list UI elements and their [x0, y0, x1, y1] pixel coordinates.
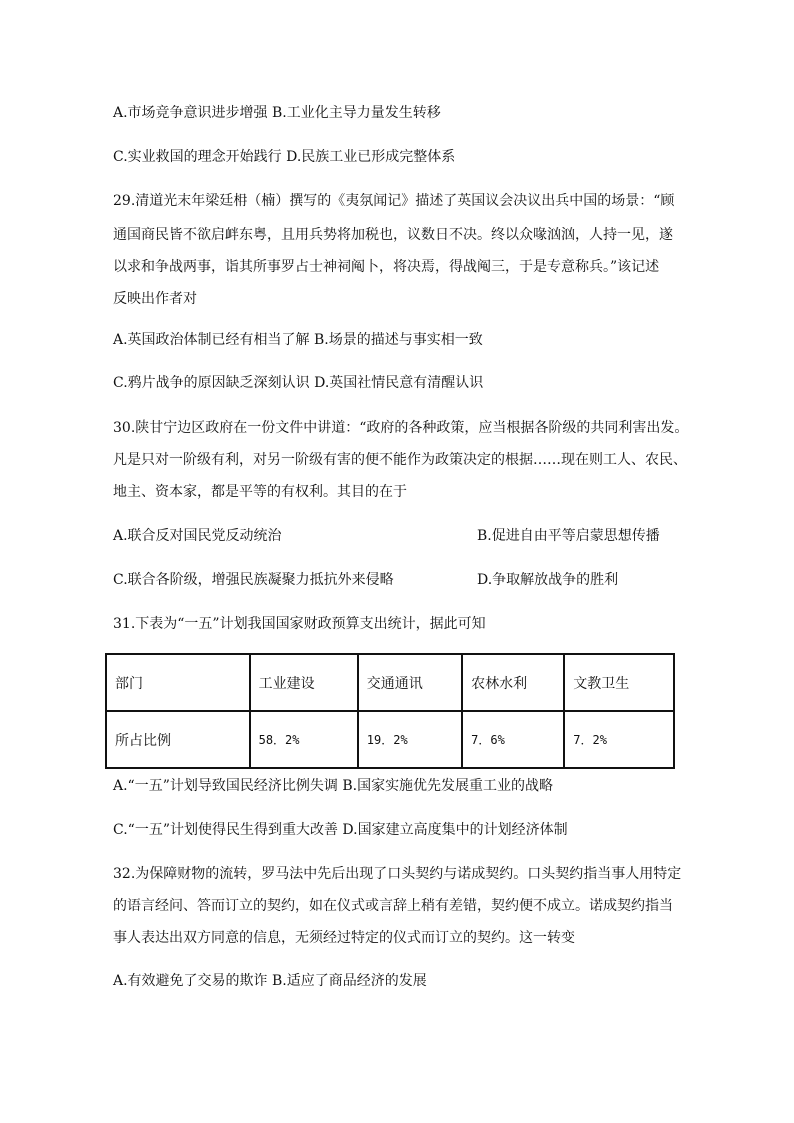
- table-cell: 农林水利: [462, 654, 564, 711]
- table-cell: 交通通讯: [358, 654, 462, 711]
- q30-option-a: A.联合反对国民党反动统治: [113, 528, 282, 544]
- q29-options-cd: C.鸦片战争的原因缺乏深刻认识 D.英国社情民意有清醒认识: [113, 375, 484, 391]
- table-cell: 文教卫生: [564, 654, 674, 711]
- q30-stem-line-1: 30.陕甘宁边区政府在一份文件中讲道：“政府的各种政策，应当根据各阶级的共同利害出发。: [113, 420, 689, 436]
- table-cell: 所占比例: [106, 711, 250, 768]
- q30-option-d: D.争取解放战争的胜利: [477, 572, 619, 588]
- q32-stem-line-1: 32.为保障财物的流转，罗马法中先后出现了口头契约与诺成契约。口头契约指当事人用特定: [113, 866, 682, 882]
- q29-stem-line-3: 以求和争战两事，诣其所事罗占士神祠阄卜，将决焉，得战阄三，于是专意称兵。”该记述: [113, 259, 660, 275]
- table-cell: 58．2%: [250, 711, 358, 768]
- table-cell: 7．2%: [564, 711, 674, 768]
- table-cell: 部门: [106, 654, 250, 711]
- q31-options-ab: A.“一五”计划导致国民经济比例失调 B.国家实施优先发展重工业的战略: [113, 778, 554, 794]
- q30-option-b: B.促进自由平等启蒙思想传播: [477, 528, 660, 544]
- q30-stem-line-2: 凡是只对一阶级有利，对另一阶级有害的便不能作为政策决定的根据……现在则工人、农民、: [113, 452, 687, 468]
- budget-table: [105, 653, 675, 769]
- table-cell: 工业建设: [250, 654, 358, 711]
- table-cell: 19．2%: [358, 711, 462, 768]
- q29-stem-line-4: 反映出作者对: [113, 291, 197, 307]
- q31-stem: 31.下表为“一五”计划我国国家财政预算支出统计，据此可知: [113, 616, 486, 632]
- table-cell: 7．6%: [462, 711, 564, 768]
- q28-options-cd: C.实业救国的理念开始践行 D.民族工业已形成完整体系: [113, 149, 456, 165]
- q32-stem-line-2: 的语言经问、答而订立的契约，如在仪式或言辞上稍有差错，契约便不成立。诺成契约指当: [113, 898, 673, 914]
- q32-stem-line-3: 事人表达出双方同意的信息，无须经过特定的仪式而订立的契约。这一转变: [113, 930, 575, 946]
- table-header-row: [106, 654, 674, 711]
- q30-option-c: C.联合各阶级，增强民族凝聚力抵抗外来侵略: [113, 572, 394, 588]
- q30-stem-line-3: 地主、资本家，都是平等的有权利。其目的在于: [113, 484, 407, 500]
- q28-options-ab: A.市场竞争意识进步增强 B.工业化主导力量发生转移: [113, 105, 441, 121]
- table-row: [106, 711, 674, 768]
- q31-options-cd: C.“一五”计划使得民生得到重大改善 D.国家建立高度集中的计划经济体制: [113, 822, 568, 838]
- q29-stem-line-1: 29.清道光末年梁廷枏（楠）撰写的《夷氛闻记》描述了英国议会决议出兵中国的场景：“顾: [113, 193, 675, 209]
- q32-options-ab: A.有效避免了交易的欺诈 B.适应了商品经济的发展: [113, 973, 427, 989]
- q29-stem-line-2: 通国商民皆不欲启衅东粤，且用兵势将加税也，议数日不决。终以众喙汹汹，人持一见，遂: [113, 227, 673, 243]
- q29-options-ab: A.英国政治体制已经有相当了解 B.场景的描述与事实相一致: [113, 332, 483, 348]
